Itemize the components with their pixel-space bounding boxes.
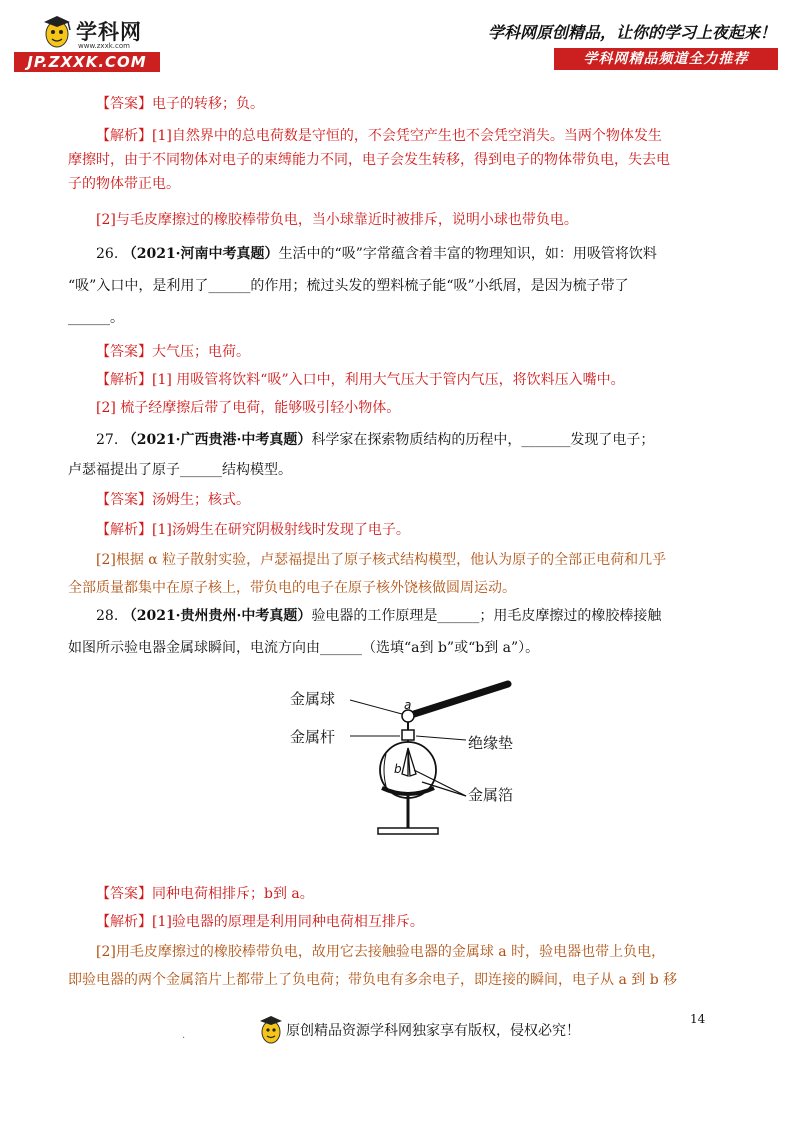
analysis-text: [1]验电器的原理是利用同种电荷相互排斥。 [152,914,424,930]
question-text: 科学家在探索物质结构的历程中，_______发现了电子； [311,432,655,448]
q25-analysis-line-4: [2]与毛皮摩擦过的橡胶棒带负电，当小球靠近时被排斥，说明小球也带负电。 [96,212,578,228]
question-number: 26. [96,246,119,262]
q28-line-1 [96,606,661,626]
answer-text: 同种电荷相排斥；b到 a。 [152,886,314,902]
answer-tag: 【答案】 [96,492,152,508]
q27-analysis-line-1 [96,520,410,540]
analysis-tag: 【解析】 [96,522,152,538]
q28-line-2: 如图所示验电器金属球瞬间，电流方向由______（选填“a到 b”或“b到 a”）。 [68,640,540,656]
question-text: 生活中的“吸”字常蕴含着丰富的物理知识，如：用吸管将饮料 [278,246,657,262]
question-number: 27. [96,432,119,448]
q25-analysis-line-3: 子的物体带正电。 [68,176,180,192]
label-point-b: b [394,762,402,776]
header-recommend-bar: 学科网精品频道全力推荐 [554,48,778,70]
answer-tag: 【答案】 [96,344,152,360]
footer-copyright: 原创精品资源学科网独家享有版权，侵权必究！ [286,1023,580,1039]
answer-text: 大气压；电荷。 [152,344,250,360]
answer-tag: 【答案】 [96,96,152,112]
label-metal-foil: 金属箔 [468,786,514,804]
label-metal-rod: 金属杆 [290,728,336,746]
page-header [0,0,800,90]
answer-text: 汤姆生；核式。 [152,492,250,508]
header-slogan: 学科网原创精品，让你的学习上夜起来！ [487,23,776,42]
q26-answer-line [96,342,250,362]
q26-analysis-line-2: [2] 梳子经摩擦后带了电荷，能够吸引轻小物体。 [96,400,401,416]
analysis-tag: 【解析】 [96,372,152,388]
question-source: （2021·河南中考真题） [122,246,279,262]
footer-dot: . [182,1030,186,1041]
analysis-tag: 【解析】 [96,914,152,930]
question-number: 28. [96,608,119,624]
label-metal-ball: 金属球 [290,690,336,708]
q27-line-2: 卢瑟福提出了原子______结构模型。 [68,462,292,478]
question-text: 验电器的工作原理是______；用毛皮摩擦过的橡胶棒接触 [311,608,662,624]
analysis-text: [1]汤姆生在研究阴极射线时发现了电子。 [152,522,410,538]
q25-analysis-line-2: 摩擦时，由于不同物体对电子的束缚能力不同，电子会发生转移，得到电子的物体带负电，失去电 [68,152,670,168]
logo-url: www.zxxk.com [78,42,130,50]
q28-analysis-line-1 [96,912,424,932]
q28-analysis-line-3: 即验电器的两个金属箔片上都带上了负电荷；带负电有多余电子，即连接的瞬间，电子从 a 到 b 移 [68,972,678,988]
q25-answer-line [96,94,264,114]
mascot-icon [258,1014,284,1046]
answer-text: 电子的转移；负。 [152,96,264,112]
mascot-icon [40,14,74,50]
label-point-a: a [404,698,412,712]
label-insulator: 绝缘垫 [468,734,514,752]
q27-answer-line [96,490,250,510]
answer-tag: 【答案】 [96,886,152,902]
q28-answer-line [96,884,314,904]
electroscope-figure [286,678,546,838]
q26-line-3: ______。 [68,310,124,326]
analysis-tag: 【解析】 [96,128,152,144]
q26-line-2: “吸”入口中，是利用了______的作用；梳过头发的塑料梳子能“吸”小纸屑，是因为梳子带了 [68,278,629,294]
analysis-text: [1]自然界中的总电荷数是守恒的，不会凭空产生也不会凭空消失。当两个物体发生 [152,128,662,144]
q25-analysis-line-1 [96,126,662,146]
logo-text: 学科网 [76,20,142,44]
q27-analysis-line-2: [2]根据 α 粒子散射实验，卢瑟福提出了原子核式结构模型，他认为原子的全部正电荷和几乎 [96,552,667,568]
q27-line-1 [96,430,654,450]
q26-line-1 [96,244,657,264]
page-number: 14 [690,1012,706,1026]
logo-domain-bar[interactable]: JP.ZXXK.COM [14,52,160,72]
question-source: （2021·广西贵港·中考真题） [122,432,312,448]
analysis-text: [1] 用吸管将饮料“吸”入口中，利用大气压大于管内气压，将饮料压入嘴中。 [152,372,625,388]
q28-analysis-line-2: [2]用毛皮摩擦过的橡胶棒带负电，故用它去接触验电器的金属球 a 时，验电器也带上负电， [96,944,666,960]
q27-analysis-line-3: 全部质量都集中在原子核上，带负电的电子在原子核外饶核做圆周运动。 [68,580,516,596]
site-logo[interactable] [40,14,160,50]
q26-analysis-line-1 [96,370,625,390]
question-source: （2021·贵州贵州·中考真题） [122,608,312,624]
